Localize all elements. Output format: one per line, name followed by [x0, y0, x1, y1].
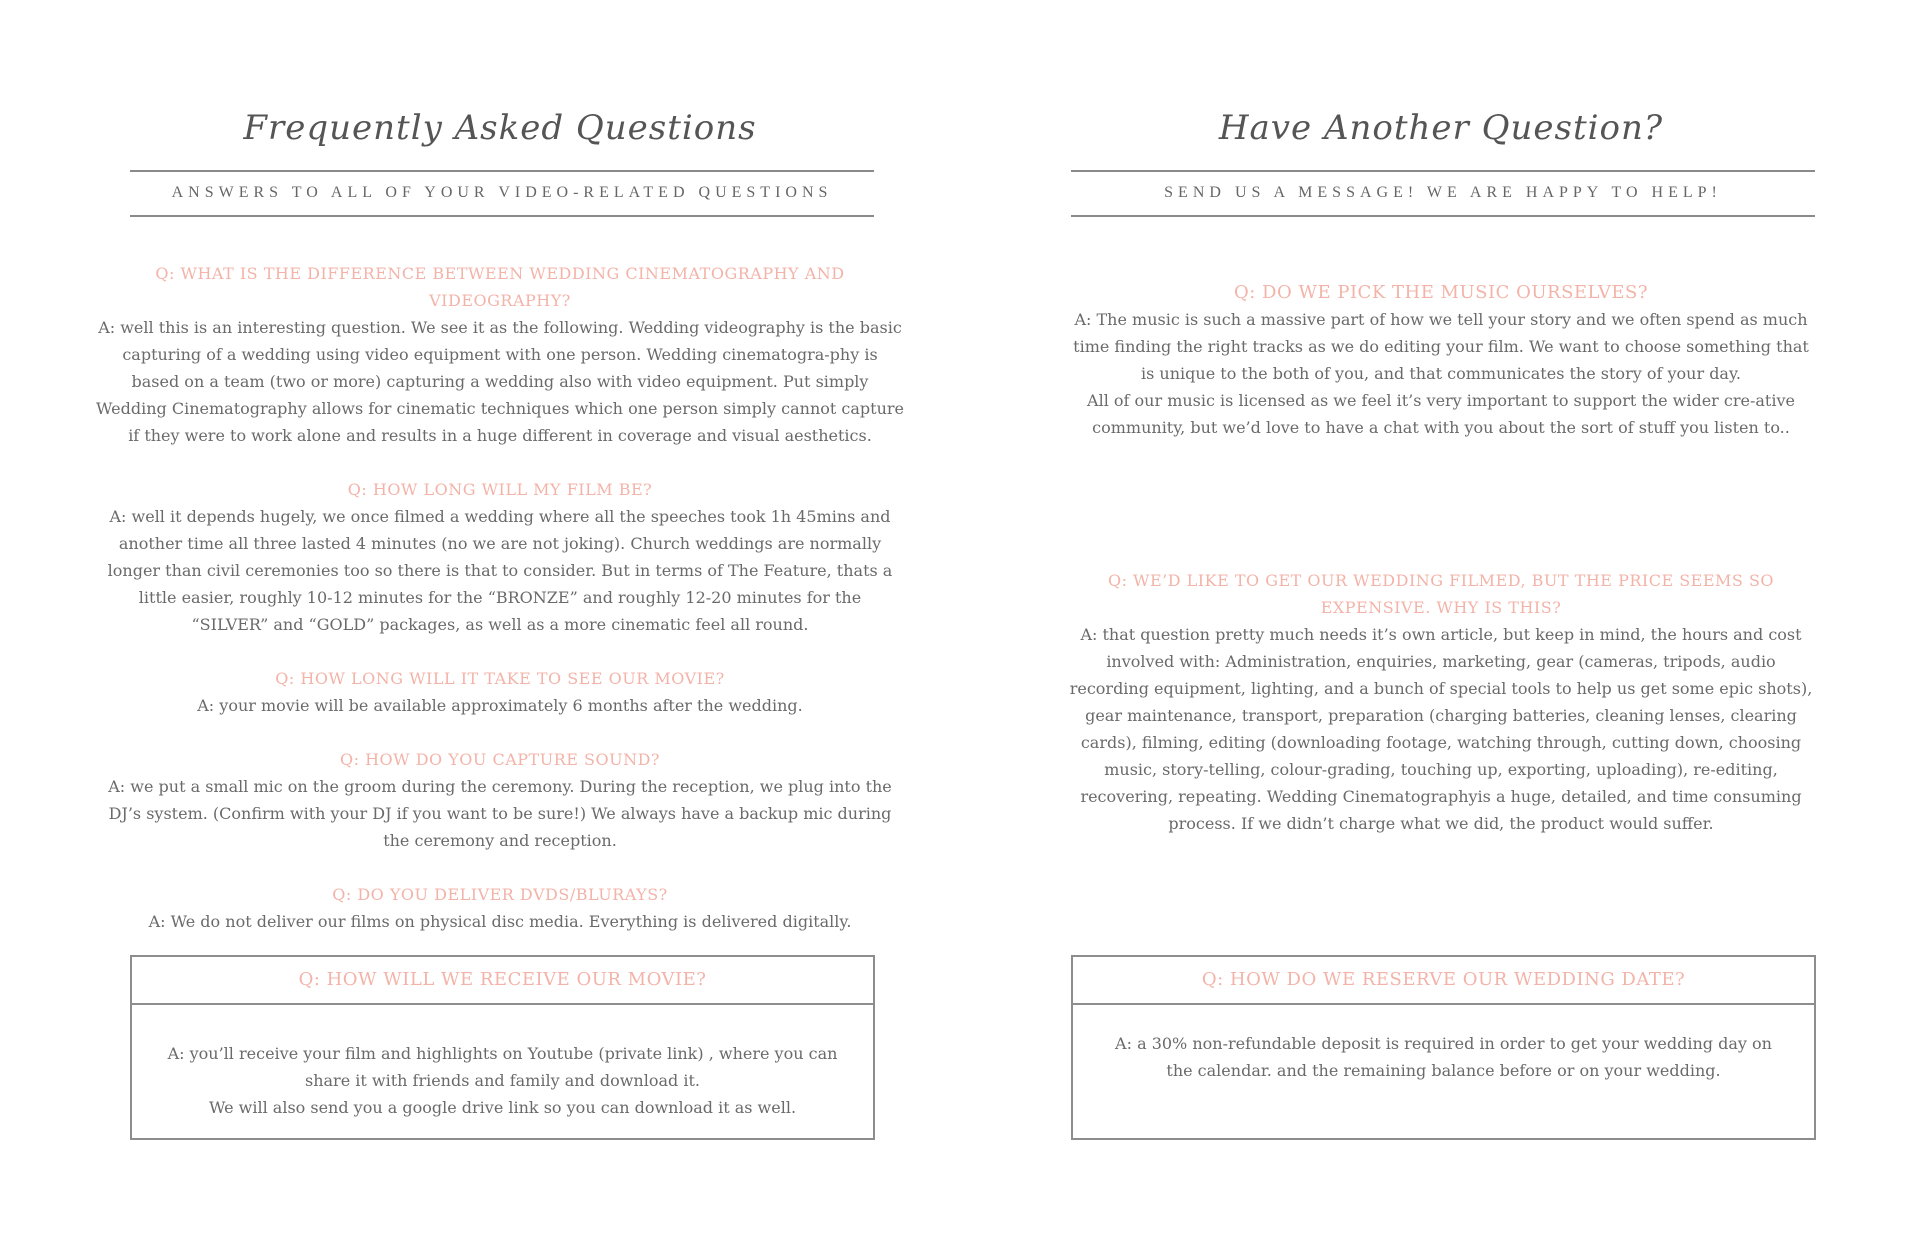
faq-subtitle: ANSWERS TO ALL OF YOUR VIDEO-RELATED QUESTIONS [171, 184, 833, 201]
box-answer-line: A: you’ll receive your film and highlights on Youtube (private link) , where you can share it with friends and family and download it. [167, 1044, 838, 1090]
faq-answer: A: your movie will be available approximately 6 months after the wedding. [197, 696, 803, 715]
faq-delivery-box [130, 955, 875, 1140]
faq-question: Q: HOW DO YOU CAPTURE SOUND? [340, 750, 660, 769]
contact-answer: A: that question pretty much needs it’s own article, but keep in mind, the hours and cost involved with: Administration, enquiries, marketing, gear (cameras, tripods, audio recording equipment, lighting, and a bunch of special tools to help us get some epic shots), gear maintenance, transport, preparation (charging batteries, cleaning lenses, clearing cards), filming, editing (downloading footage, watching through, cutting down, choosing music, story-telling, colour-grading, touching up, exporting, uploading), re-editing, recovering, repeating. Wedding Cinematographyis a huge, detailed, and time consuming process. If we didn’t charge what we did, the product would suffer. [1069, 625, 1813, 833]
contact-answer: A: The music is such a massive part of how we tell your story and we often spend as much time finding the right tracks as we do editing your film. We want to choose something that is unique to the both of you, and that communicates the story of your day. [1073, 310, 1809, 383]
faq-item [100, 746, 900, 854]
faq-item [96, 260, 904, 449]
reserve-date-box [1071, 955, 1816, 1140]
faq-answer: A: we put a small mic on the groom during the ceremony. During the reception, we plug into the DJ’s system. (Confirm with your DJ if you want to be sure!) We always have a backup mic during the ceremony and reception. [108, 777, 892, 850]
faq-item [100, 476, 900, 638]
faq-answer: A: well it depends hugely, we once filmed a wedding where all the speeches took 1h 45mins and another time all three lasted 4 minutes (no we are not joking). Church weddings are normally longer than civil ceremonies too so there is that to consider. But in terms of The Feature, thats a little easier, roughly 10-12 minutes for the “BRONZE” and roughly 12-20 minutes for the “SILVER” and “GOLD” packages, as well as a more cinematic feel all round. [107, 507, 893, 634]
contact-title: Have Another Question? [1218, 108, 1664, 148]
contact-answer: All of our music is licensed as we feel it’s very important to support the wider cre-ative community, but we’d love to have a chat with you about the sort of stuff you listen to.. [1087, 391, 1795, 437]
contact-item [1041, 567, 1841, 837]
faq-answer: A: well this is an interesting question. We see it as the following. Wedding videography is the basic capturing of a wedding using video equipment with one person. Wedding cinematogra-phy is based on a team (two or more) capturing a wedding also with video equipment. Put simply Wedding Cinematography allows for cinematic techniques which one person simply cannot capture if they were to work alone and results in a huge different in coverage and visual aesthetics. [96, 318, 904, 445]
faq-item [100, 665, 900, 719]
contact-subtitle-rule [1071, 215, 1815, 217]
faq-title: Frequently Asked Questions [243, 108, 757, 148]
box-answer [132, 1005, 873, 1121]
box-question: Q: HOW WILL WE RECEIVE OUR MOVIE? [132, 957, 873, 1005]
faq-question: Q: DO YOU DELIVER DVDS/BLURAYS? [332, 885, 668, 904]
box-answer-line: We will also send you a google drive link so you can download it as well. [208, 1098, 797, 1117]
box-answer: A: a 30% non-refundable deposit is required in order to get your wedding day on the calendar. and the remaining balance before or on your wedding. [1115, 1034, 1772, 1080]
contact-item [1041, 279, 1841, 441]
contact-question: Q: WE’D LIKE TO GET OUR WEDDING FILMED, BUT THE PRICE SEEMS SO EXPENSIVE. WHY IS THIS? [1107, 571, 1775, 617]
faq-question: Q: HOW LONG WILL MY FILM BE? [347, 480, 653, 499]
faq-answer: A: We do not deliver our films on physical disc media. Everything is delivered digitally. [148, 912, 852, 931]
faq-subtitle-rule [130, 215, 874, 217]
box-question: Q: HOW DO WE RESERVE OUR WEDDING DATE? [1073, 957, 1814, 1005]
faq-title-rule [130, 170, 874, 172]
contact-subtitle: SEND US A MESSAGE! WE ARE HAPPY TO HELP! [1164, 184, 1722, 201]
contact-question: Q: DO WE PICK THE MUSIC OURSELVES? [1234, 282, 1648, 303]
faq-question: Q: HOW LONG WILL IT TAKE TO SEE OUR MOVIE? [275, 669, 725, 688]
faq-item [100, 881, 900, 935]
contact-title-rule [1071, 170, 1815, 172]
faq-question: Q: WHAT IS THE DIFFERENCE BETWEEN WEDDING CINEMATOGRAPHY AND VIDEOGRAPHY? [155, 264, 845, 310]
